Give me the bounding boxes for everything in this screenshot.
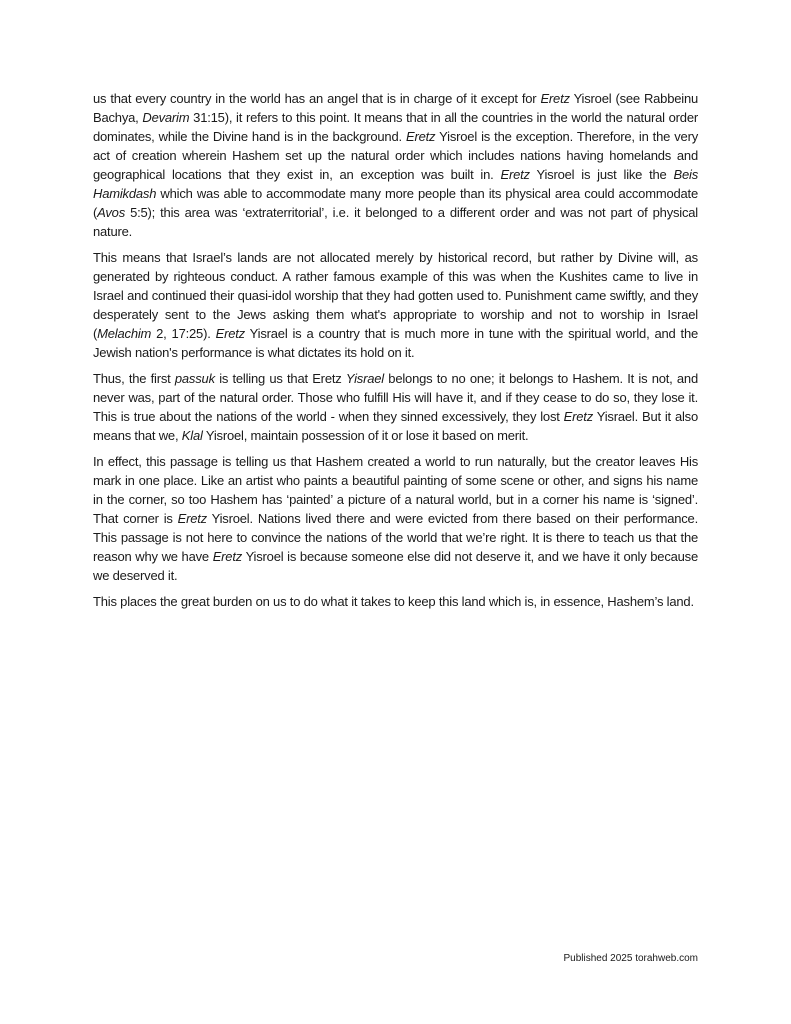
paragraph (93, 369, 698, 445)
text-run: is telling us that Eretz (214, 371, 346, 386)
italic-run: Eretz (212, 549, 243, 564)
text-run: belongs to no one; it belongs to Hashem. It is not, and never was, part of the natural order. Those who fulfill His will have it, and if they cease to do so, they lose it. This is true about the nations of the world - when they sinned excessively, they lost (93, 371, 698, 424)
italic-run: Yisrael (345, 371, 384, 386)
italic-run: Eretz (500, 167, 530, 182)
italic-run: Eretz (177, 511, 207, 526)
text-run: Yisrael. But it also means that we, (93, 409, 698, 443)
text-run: which was able to accommodate many more people than its physical area could accommodate ( (93, 186, 698, 220)
footer-text: Published 2025 torahweb.com (563, 953, 698, 964)
italic-run: Melachim (97, 326, 152, 341)
text-run: In effect, this passage is telling us that Hashem created a world to run naturally, but the creator leaves His mark in one place. Like an artist who paints a beautiful painting of some scene or other, and signs his name in the corner, so too Hashem has ‘painted’ a picture of a natural world, but in a corner his name is ‘signed’. That corner is (93, 454, 698, 526)
text-run: 5:5); this area was ‘extraterritorial’, i.e. it belonged to a different order and was not part of physical nature. (93, 205, 698, 239)
italic-run: Eretz (405, 129, 436, 144)
text-run: Yisroel is just like the (529, 167, 674, 182)
italic-run: Beis Hamikdash (93, 167, 698, 201)
text-run: Yisroel, maintain possession of it or lose it based on merit. (202, 428, 529, 443)
text-run: Yisroel. Nations lived there and were evicted from there based on their performance. This passage is not here to convince the nations of the world that we’re right. It is there to teach us that the reason why we have (93, 511, 698, 564)
text-run: Yisrael is a country that is much more in tune with the spiritual world, and the Jewish nation's performance is what dictates its hold on it. (93, 326, 698, 360)
page-footer (563, 952, 698, 966)
paragraph (93, 248, 698, 362)
italic-run: Eretz (563, 409, 593, 424)
text-run: Yisroel is the exception. Therefore, in the very act of creation wherein Hashem set up the natural order which includes nations having homelands and geographical locations that they exist in, an exception was built in. (93, 129, 698, 182)
text-run: 2, 17:25). (151, 326, 216, 341)
italic-run: Avos (97, 205, 126, 220)
document-body (93, 89, 698, 618)
paragraph (93, 452, 698, 585)
text-run: This means that Israel’s lands are not allocated merely by historical record, but rather by Divine will, as generated by righteous conduct. A rather famous example of this was when the Kushites came to live in Israel and continued their quasi-idol worship that they had gotten used to. Punishment came swiftly, and they desperately sent to the Jews asking them what's appropriate to worship and not to worship in Israel ( (93, 250, 698, 341)
paragraph (93, 89, 698, 241)
italic-run: passuk (174, 371, 215, 386)
text-run: Yisroel is because someone else did not deserve it, and we have it only because we deserved it. (93, 549, 699, 583)
text-run: us that every country in the world has an angel that is in charge of it except for (93, 91, 541, 106)
italic-run: Klal (181, 428, 203, 443)
text-run: Yisroel (see Rabbeinu Bachya, (93, 91, 699, 125)
text-run: 31:15), it refers to this point. It means that in all the countries in the world the natural order dominates, while the Divine hand is in the background. (93, 110, 698, 144)
text-run: This places the great burden on us to do what it takes to keep this land which is, in essence, Hashem’s land. (93, 594, 694, 609)
text-run: Thus, the first (93, 371, 175, 386)
italic-run: Devarim (142, 110, 190, 125)
italic-run: Eretz (540, 91, 570, 106)
paragraph (93, 592, 698, 611)
italic-run: Eretz (215, 326, 245, 341)
